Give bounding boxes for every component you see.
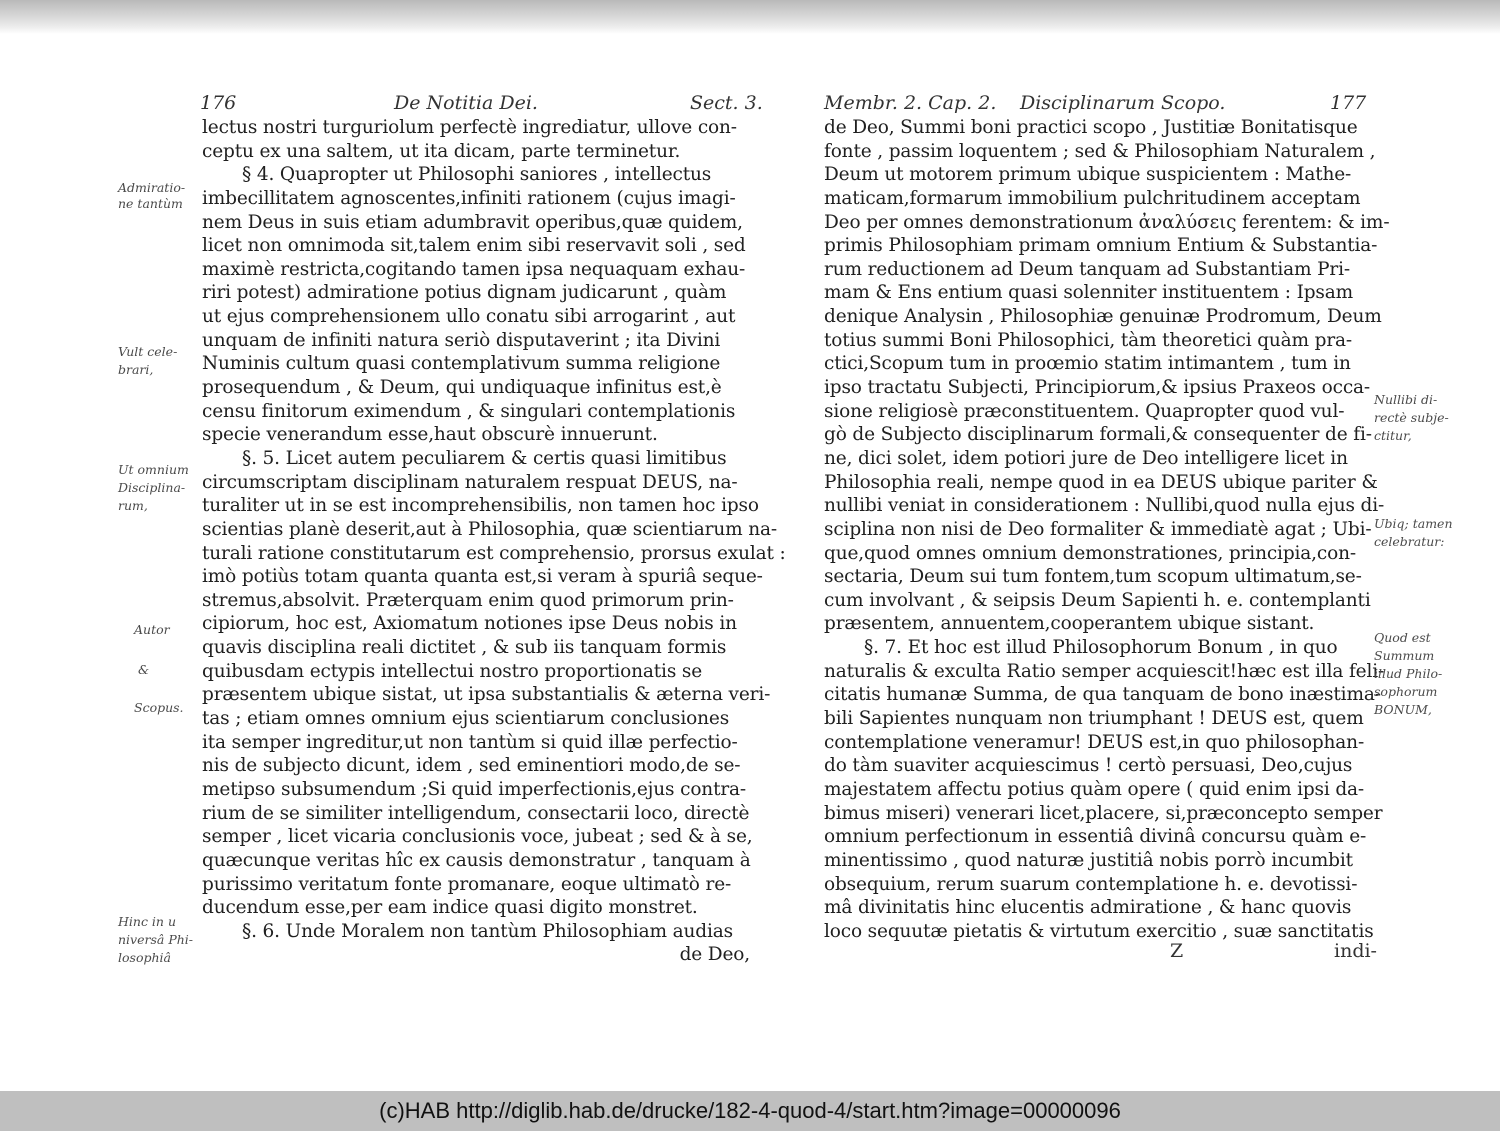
text-line: stremus,absolvit. Præterquam enim quod primorum prin- [202,589,734,611]
text-line: cipiorum, hoc est, Axiomatum notiones ipse Deus nobis in [202,613,737,635]
text-line: ctici,Scopum tum in proœmio statim intimantem , tum in [824,353,1351,375]
marginal-note: brari, [118,362,154,377]
text-line: præsentem ubique sistat, ut ipsa substantialis & æterna veri- [202,684,771,706]
text-line: de Deo, Summi boni practici scopo , Justitiæ Bonitatisque [824,117,1358,138]
right-body-text [824,116,1389,943]
text-line: sione religiosè præconstituentem. Quapropter quod vul- [824,400,1345,422]
text-line: turaliter ut in se est incomprehensibilis, non tamen hoc ipso [202,495,759,517]
marginal-note: sophorum [1374,684,1438,699]
text-line: circumscriptam disciplinam naturalem respuat DEUS, na- [202,471,738,493]
marginal-note: Autor [134,622,170,637]
text-line: quibusdam ectypis intellectui nostro proportionatis se [202,660,703,682]
marginal-note: Admiratio- [118,180,186,195]
text-line: majestatem affectu potius quàm opere ( quid enim ipsi da- [824,778,1365,800]
marginal-note: Ut omnium [118,462,189,477]
text-line: §. 5. Licet autem peculiarem & certis quasi limitibus [242,447,727,469]
text-line: denique Analysin , Philosophiæ genuinæ Prodromum, Deum [824,306,1382,328]
text-line: mam & Ens entium quasi solenniter instituentem : Ipsam [824,282,1354,304]
text-line: obsequium, rerum suarum contemplatione h. e. devotissi- [824,873,1358,895]
library-credit-bar [0,1091,1500,1131]
text-line: Deum ut motorem primum ubique suspicientem : Mathe- [824,164,1352,186]
marginal-note: Nullibi di- [1374,392,1438,407]
left-body-text [202,116,786,967]
marginal-note: Hinc in u [118,914,176,929]
text-line: sectaria, Deum sui tum fontem,tum scopum ultimatum,se- [824,566,1362,588]
marginal-note: rectè subje- [1374,410,1449,425]
text-line: specie venerandum esse,haut obscurè innuerunt. [202,424,658,446]
text-line: naturalis & exculta Ratio semper acquiescit!hæc est illa feli- [824,660,1385,682]
text-line: Philosophia reali, nempe quod in ea DEUS ubique pariter & [824,471,1378,493]
text-line: bimus miseri) venerari licet,placere, si,præconcepto semper [824,802,1383,824]
right-section-label: Membr. 2. Cap. 2. [824,92,997,114]
text-line: metipso subsumendum ;Si quid imperfectionis,ejus contra- [202,778,747,800]
text-line: ducendum esse,per eam indice quasi digito monstret. [202,897,698,919]
text-line: bili Sapientes nunquam non triumphant ! DEUS est, quem [824,708,1364,730]
text-line: nullibi veniat in considerationem : Nullibi,quod nulla ejus di- [824,495,1385,517]
text-line: purissimo veritatum fonte promanare, eoque ultimatò re- [202,873,732,895]
marginal-note: Summum [1374,648,1435,663]
text-line: contemplatione veneramur! DEUS est,in quo philosophan- [824,731,1365,753]
text-line: rum reductionem ad Deum tanquam ad Substantiam Pri- [824,258,1350,280]
text-line: primis Philosophiam primam omnium Entium & Substantia- [824,235,1378,257]
text-line: minentissimo , quod naturæ justitiâ nobis porrò incumbit [824,849,1353,871]
text-line: totius summi Boni Philosophici, tàm theoretici quàm pra- [824,329,1353,351]
marginal-note: Quod est [1374,630,1431,645]
marginal-note: ne tantùm [118,196,183,211]
marginal-note: ctitur, [1374,428,1412,443]
marginal-note: celebratur: [1374,534,1445,549]
text-line: imò potiùs totam quanta quanta est,si veram à spuriâ seque- [202,566,763,588]
text-line: imbecillitatem agnoscentes,infiniti rationem (cujus imagi- [202,187,736,209]
text-line: Numinis cultum quasi contemplativum summa religione [202,353,721,375]
text-line: mâ divinitatis hinc elucentis admiratione , & hanc quovis [824,897,1352,919]
marginal-note: illud Philo- [1374,666,1443,681]
text-line: §. 6. Unde Moralem non tantùm Philosophiam audias [242,920,733,942]
text-line: turali ratione constitutarum est comprehensio, prorsus exulat : [202,542,786,564]
text-line: omnium perfectionum in essentiâ divinâ concursu quàm e- [824,826,1367,848]
text-line: que,quod omnes omnium demonstrationes, principia,con- [824,542,1356,564]
right-page-number: 177 [1330,92,1367,114]
left-page-number: 176 [200,92,237,114]
credit-url-text: (c)HAB http://diglib.hab.de/drucke/182-4-quod-4/start.htm?image=00000096 [379,1098,1121,1123]
text-line: do tàm suaviter acquiescimus ! certò persuasi, Deo,cujus [824,755,1353,777]
text-line: loco sequutæ pietatis & virtutum exercitio , suæ sanctitatis [824,920,1374,942]
text-line: lectus nostri turguriolum perfectè ingrediatur, ullove con- [202,117,737,138]
signature-mark: Z [1170,940,1184,962]
scan-top-strip [0,0,1500,34]
text-line: § 4. Quapropter ut Philosophi saniores , intellectus [242,164,712,186]
text-line: Deo per omnes demonstrationum ἀναλύσεις ferentem: & im- [824,211,1390,233]
text-line: semper , licet vicaria conclusionis voce, jubeat ; sed & à se, [202,826,753,848]
text-line: quavis disciplina reali dictitet , & sub iis tanquam formis [202,637,727,659]
text-line: de Deo, [679,944,750,966]
text-line: censu finitorum eximendum , & singulari contemplationis [202,400,736,422]
text-line: ipso tractatu Subjecti, Principiorum,& ipsius Praxeos occa- [824,377,1371,399]
text-line: prosequendum , & Deum, qui undiquaque infinitus est,è [202,377,722,399]
catchword: indi- [1334,940,1377,962]
left-running-title: De Notitia Dei. [394,92,538,114]
right-running-title: Disciplinarum Scopo. [1020,92,1226,114]
text-line: ita semper ingreditur,ut non tantùm si quid illæ perfectio- [202,731,738,753]
text-line: citatis humanæ Summa, de qua tanquam de bono inæstima- [824,684,1381,706]
text-line: maximè restricta,cogitando tamen ipsa nequaquam exhau- [202,258,746,280]
marginal-note: rum, [118,498,148,513]
text-line: gò de Subjecto disciplinarum formali,& consequenter de fi- [824,424,1372,446]
text-line: ut ejus comprehensionem ullo conatu sibi arrogarint , aut [202,306,736,328]
marginal-note: niversâ Phi- [118,932,194,947]
marginal-note: Disciplina- [118,480,186,495]
marginal-note: Vult cele- [118,344,178,359]
text-line: nis de subjecto dicunt, idem , sed eminentiori modo,de se- [202,755,741,777]
left-section-label: Sect. 3. [690,92,763,114]
text-line: sciplina non nisi de Deo formaliter & immediatè agat ; Ubi- [824,518,1372,540]
marginal-note: & [138,662,150,677]
text-line: quæcunque veritas hîc ex causis demonstratur , tanquam à [202,849,751,871]
marginal-note: Scopus. [134,700,184,715]
text-line: ceptu ex una saltem, ut ita dicam, parte terminetur. [202,140,681,162]
text-line: tas ; etiam omnes omnium ejus scientiarum conclusiones [202,708,730,730]
text-line: fonte , passim loquentem ; sed & Philosophiam Naturalem , [824,140,1376,162]
text-line: licet non omnimoda sit,talem enim sibi reservavit soli , sed [202,235,746,257]
text-line: cum involvant , & seipsis Deum Sapienti h. e. contemplanti [824,589,1371,611]
text-line: nem Deus in suis etiam adumbravit operibus,quæ quidem, [202,211,743,233]
text-line: riri potest) admiratione potius dignam judicarunt , quàm [202,282,727,304]
marginal-note: losophiâ [118,950,171,965]
text-line: unquam de infiniti natura seriò disputaverint ; ita Divini [202,329,721,351]
text-line: ne, dici solet, idem potiori jure de Deo intelligere licet in [824,447,1348,469]
text-line: §. 7. Et hoc est illud Philosophorum Bonum , in quo [864,637,1338,659]
marginal-note: BONUM, [1374,702,1432,717]
text-line: maticam,formarum immobilium pulchritudinem acceptam [824,187,1361,209]
text-line: scientias planè deserit,aut à Philosophia, quæ scientiarum na- [202,518,777,540]
text-line: rium de se similiter intelligendum, consectarii loco, directè [202,802,750,824]
marginal-note: Ubiq; tamen [1374,516,1453,531]
text-line: præsentem, annuentem,cooperantem ubique sistant. [824,613,1315,635]
